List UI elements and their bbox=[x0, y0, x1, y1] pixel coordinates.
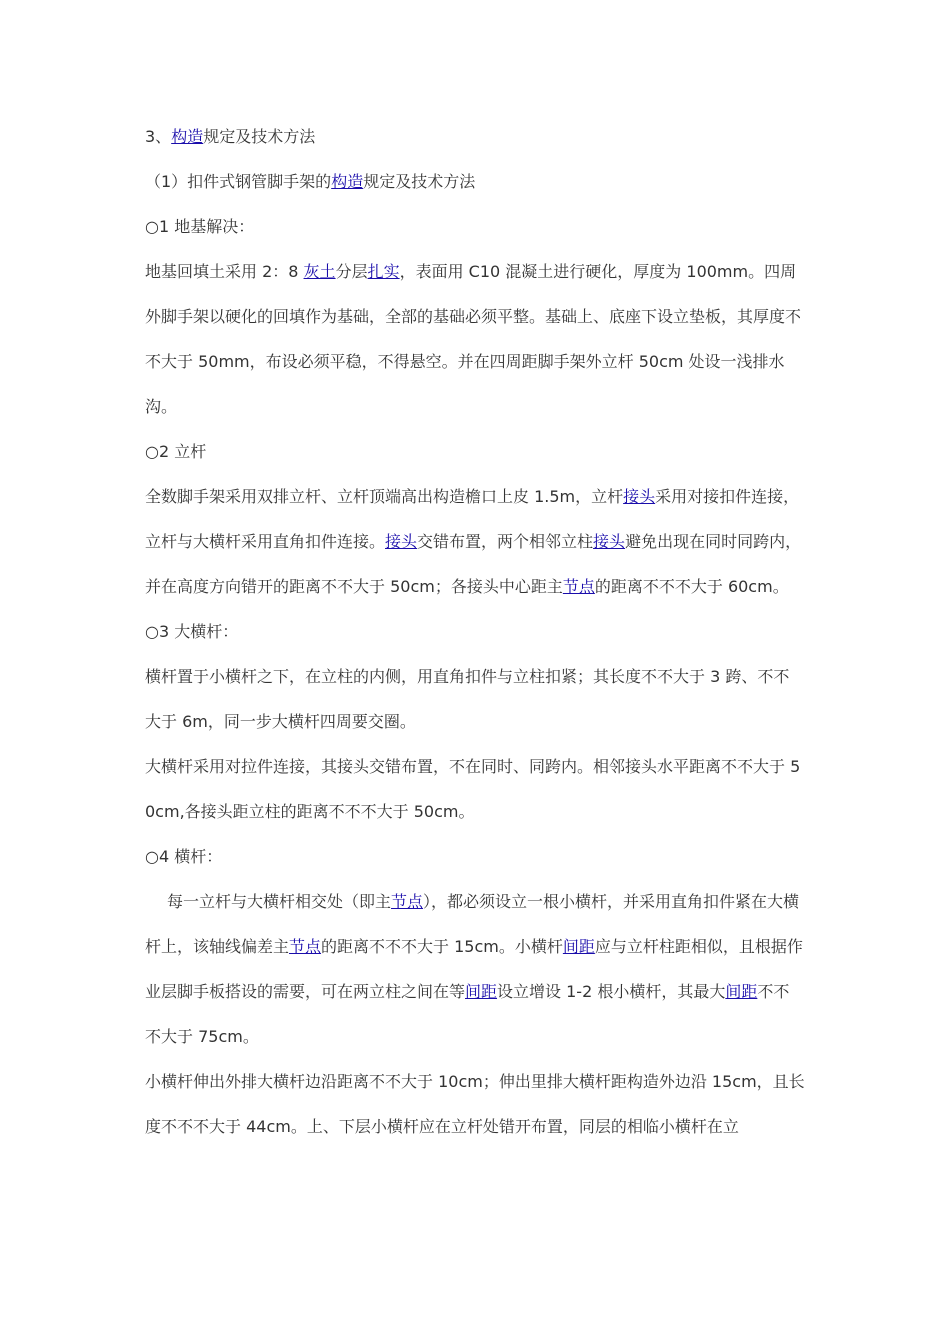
crossbar-paragraph-1: 每一立杆与大横杆相交处（即主节点），都必须设立一根小横杆，并采用直角扣件紧在大横杆上，该轴线偏差主节点的距离不不不大于 15cm。小横杆间距应与立杆柱距相似，且根据作业层脚手板搭设的需要，可在两立柱之间在等间距设立增设 1-2 根小横杆，其最大间距不不不大于 75cm。 bbox=[145, 892, 803, 1046]
keyword-link-node[interactable]: 节点 bbox=[562, 577, 595, 596]
keyword-link-joint[interactable]: 接头 bbox=[623, 487, 656, 506]
keyword-link-spacing[interactable]: 间距 bbox=[465, 982, 498, 1001]
foundation-paragraph: 地基回填土采用 2：8 灰土分层扎实，表面用 C10 混凝土进行硬化，厚度为 100mm。四周外脚手架以硬化的回填作为基础，全部的基础必须平整。基础上、底座下设立垫板，其厚度不不大于 50mm，布设必须平稳，不得悬空。并在四周距脚手架外立杆 50cm 处设一浅排水沟。 bbox=[145, 262, 802, 416]
keyword-link-node[interactable]: 节点 bbox=[289, 937, 322, 956]
uprights-title: ○2 立杆 bbox=[145, 442, 207, 461]
keyword-link-spacing[interactable]: 间距 bbox=[562, 937, 595, 956]
keyword-link-joint[interactable]: 接头 bbox=[385, 532, 418, 551]
uprights-paragraph: 全数脚手架采用双排立杆、立杆顶端高出构造檐口上皮 1.5m，立杆接头采用对接扣件连接，立杆与大横杆采用直角扣件连接。接头交错布置，两个相邻立柱接头避免出现在同时同跨内，并在高度方向错开的距离不不大于 50cm；各接头中心距主节点的距离不不不大于 60cm。 bbox=[145, 487, 802, 596]
keyword-link-joint[interactable]: 接头 bbox=[593, 532, 626, 551]
subsection-heading: （1）扣件式钢管脚手架的构造规定及技术方法 bbox=[145, 172, 476, 191]
keyword-link-spacing[interactable]: 间距 bbox=[725, 982, 758, 1001]
big-crossbar-title: ○3 大横杆： bbox=[145, 622, 239, 641]
crossbar-paragraph-2: 小横杆伸出外排大横杆边沿距离不不大于 10cm；伸出里排大横杆距构造外边沿 15cm，且长度不不不大于 44cm。上、下层小横杆应在立杆处错开布置，同层的相临小横杆在立 bbox=[145, 1072, 805, 1136]
foundation-title: ○1 地基解决： bbox=[145, 217, 255, 236]
section-heading: 3、构造规定及技术方法 bbox=[145, 127, 316, 146]
keyword-link-construction[interactable]: 构造 bbox=[331, 172, 364, 191]
big-crossbar-paragraph-2: 大横杆采用对拉件连接，其接头交错布置，不在同时、同跨内。相邻接头水平距离不不大于 50cm,各接头距立柱的距离不不不大于 50cm。 bbox=[145, 757, 801, 821]
keyword-link-node[interactable]: 节点 bbox=[391, 892, 424, 911]
big-crossbar-paragraph-1: 横杆置于小横杆之下，在立柱的内侧，用直角扣件与立柱扣紧；其长度不不大于 3 跨、不不大于 6m，同一步大横杆四周要交圈。 bbox=[145, 667, 790, 731]
keyword-link-compaction[interactable]: 扎实 bbox=[367, 262, 400, 281]
document-page bbox=[145, 114, 805, 1149]
crossbar-title: ○4 横杆： bbox=[145, 847, 223, 866]
keyword-link-lime-soil[interactable]: 灰土 bbox=[303, 262, 336, 281]
keyword-link-construction[interactable]: 构造 bbox=[171, 127, 204, 146]
